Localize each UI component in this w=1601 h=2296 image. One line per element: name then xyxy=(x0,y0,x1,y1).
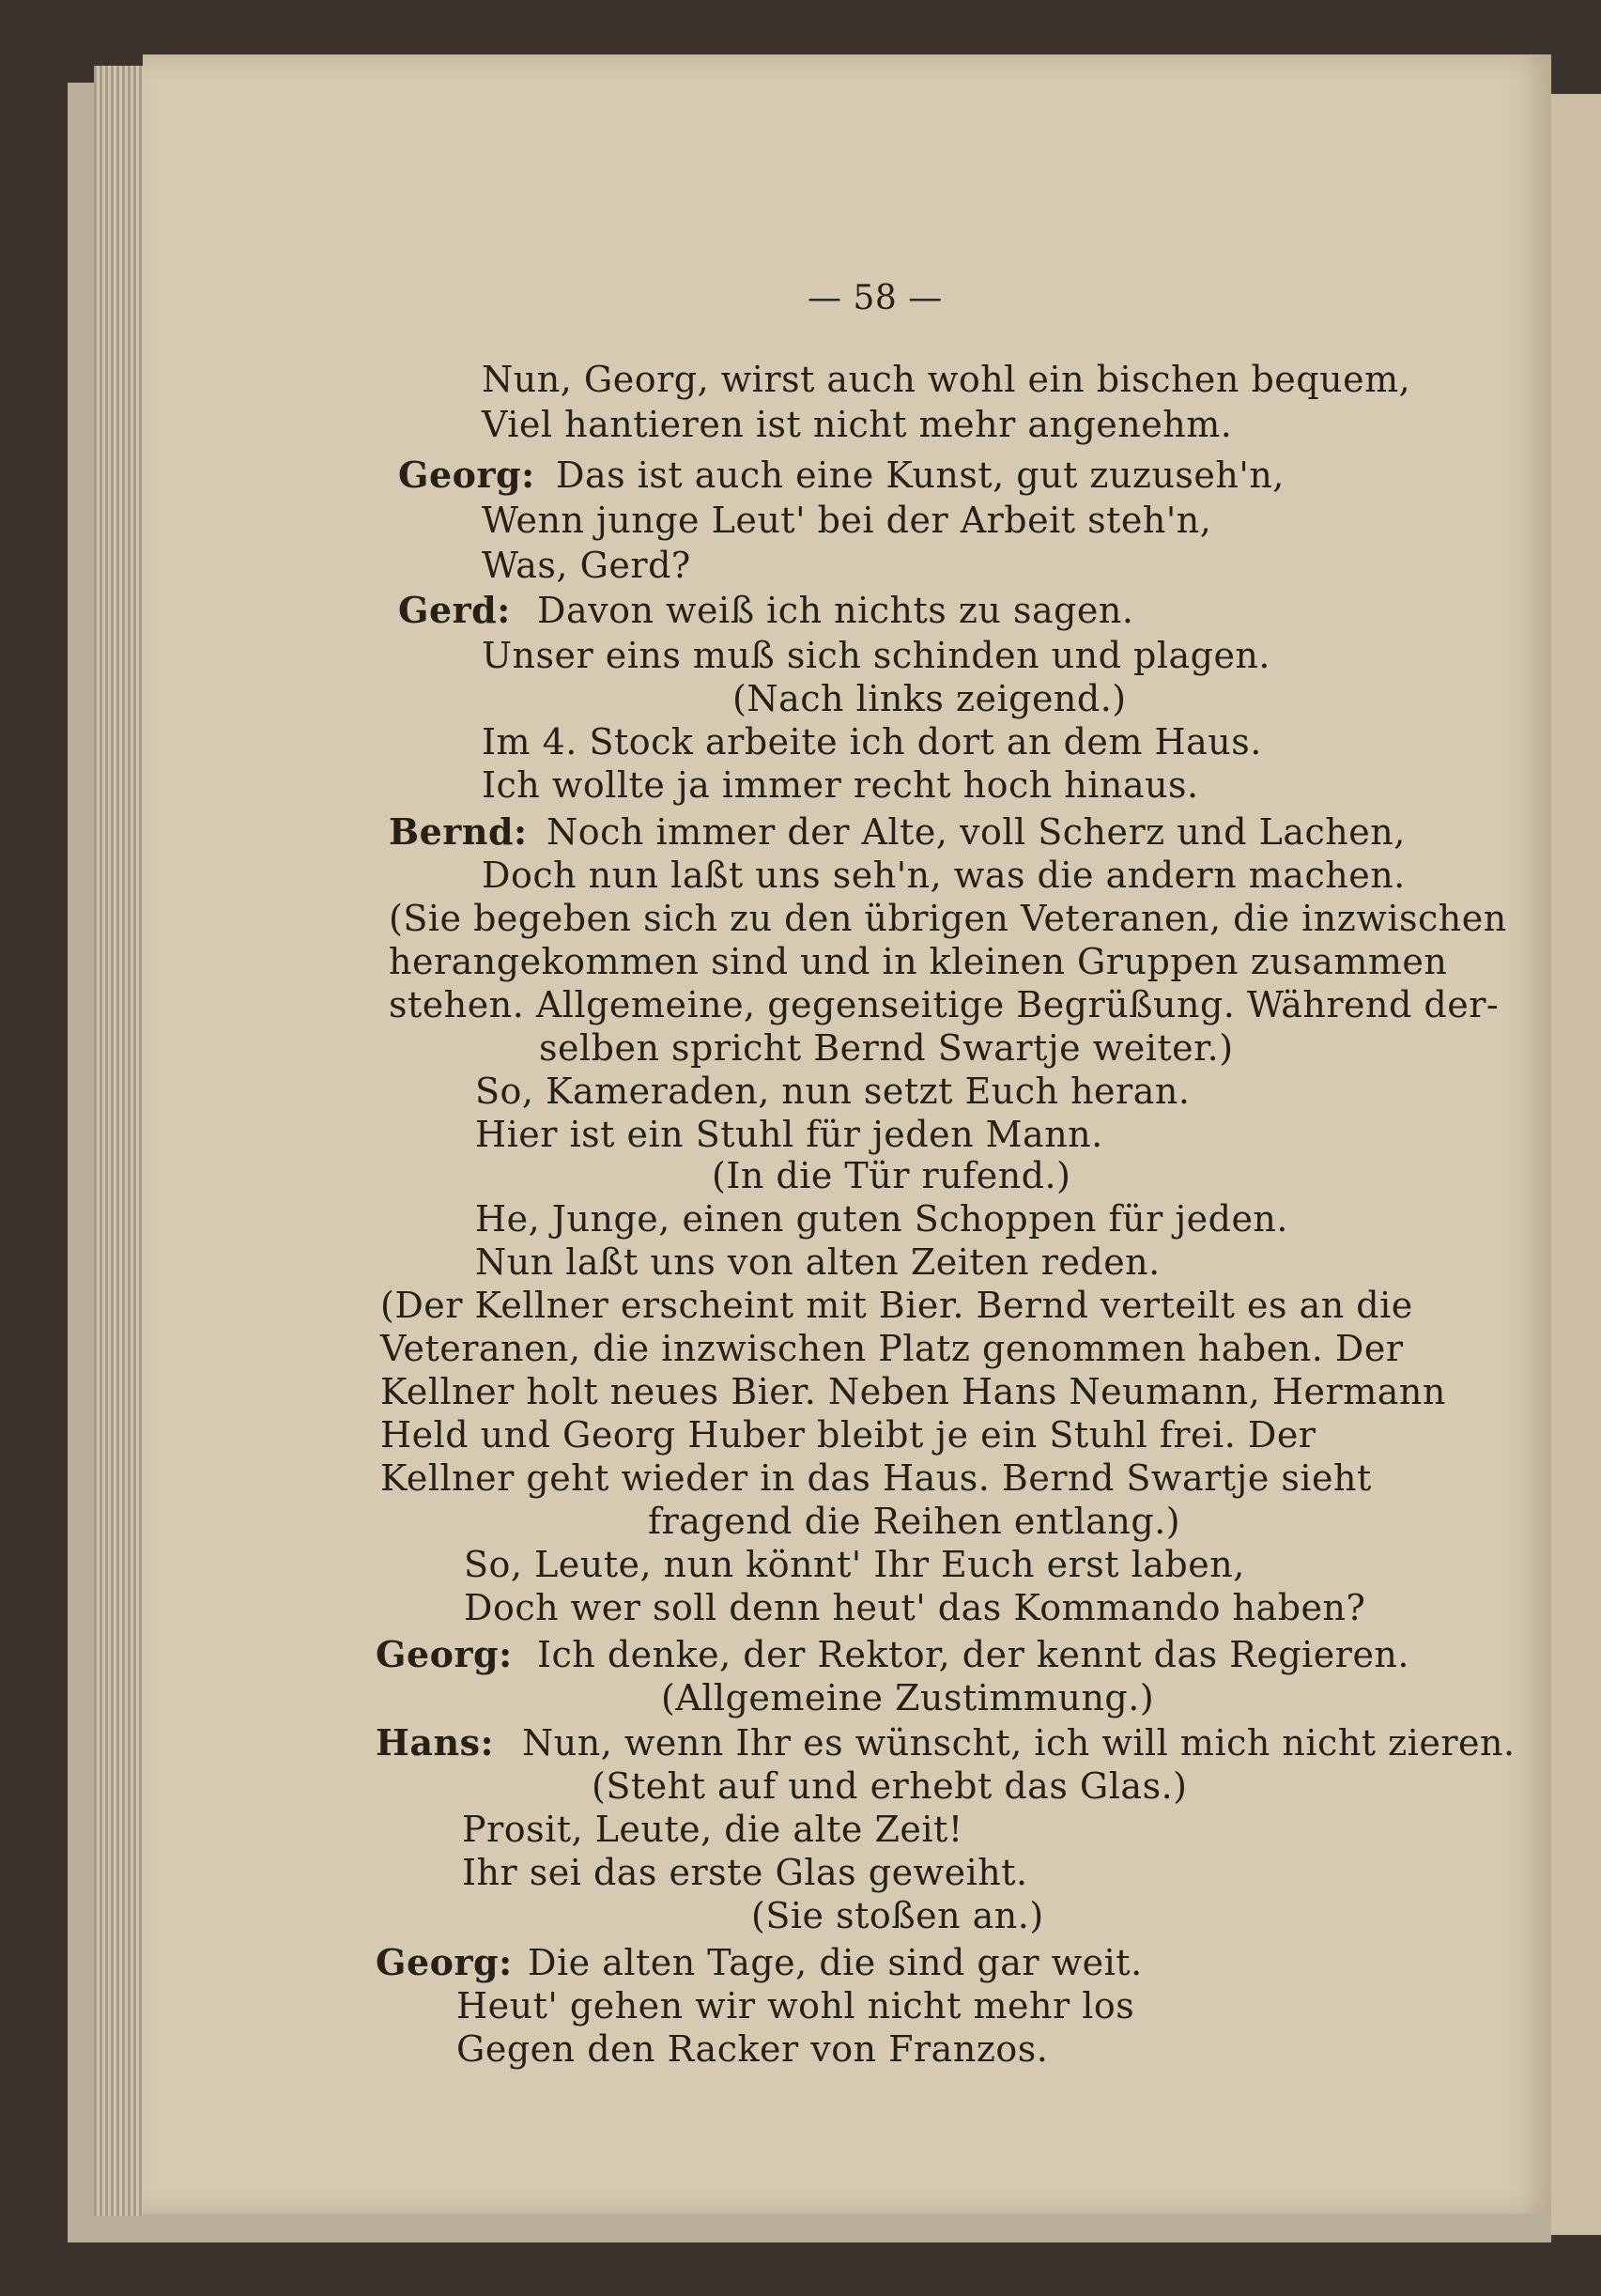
stage-direction: herangekommen sind und in kleinen Gruppen zusammen xyxy=(389,941,1448,982)
stage-direction: fragend die Reihen entlang.) xyxy=(648,1501,1181,1542)
stage-direction: (Sie stoßen an.) xyxy=(751,1895,1044,1936)
text-line: Ich wollte ja immer recht hoch hinaus. xyxy=(482,764,1199,806)
page-number: — 58 — xyxy=(808,279,943,317)
text-line: Noch immer der Alte, voll Scherz und Lachen, xyxy=(546,811,1406,853)
speaker-label: Georg: xyxy=(376,1941,513,1983)
stage-direction: (Allgemeine Zustimmung.) xyxy=(661,1677,1155,1718)
text-line: Viel hantieren ist nicht mehr angenehm. xyxy=(482,404,1233,445)
stage-direction: Kellner geht wieder in das Haus. Bernd Swartje sieht xyxy=(380,1457,1372,1499)
speaker-label: Georg: xyxy=(398,454,535,496)
speaker-label: Hans: xyxy=(376,1721,495,1764)
text-line: He, Junge, einen guten Schoppen für jeden. xyxy=(475,1198,1288,1240)
stage-direction: (Sie begeben sich zu den übrigen Veteranen, die inzwischen xyxy=(389,898,1507,939)
text-line: Ihr sei das erste Glas geweiht. xyxy=(462,1852,1028,1893)
text-line: Ich denke, der Rektor, der kennt das Regieren. xyxy=(537,1634,1409,1675)
stage-direction: Held und Georg Huber bleibt je ein Stuhl frei. Der xyxy=(380,1414,1316,1456)
stage-direction: Veteranen, die inzwischen Platz genommen haben. Der xyxy=(380,1328,1404,1369)
text-line: Gegen den Racker von Franzos. xyxy=(456,2028,1049,2070)
text-line: Nun, wenn Ihr es wünscht, ich will mich nicht zieren. xyxy=(522,1722,1516,1764)
text-line: Die alten Tage, die sind gar weit. xyxy=(528,1942,1143,1983)
stage-direction: (Steht auf und erhebt das Glas.) xyxy=(592,1765,1188,1807)
speaker-label: Gerd: xyxy=(398,589,511,631)
text-line: Prosit, Leute, die alte Zeit! xyxy=(462,1809,963,1850)
speaker-label: Bernd: xyxy=(389,810,528,853)
text-line: Im 4. Stock arbeite ich dort an dem Haus. xyxy=(482,721,1262,763)
text-line: Nun laßt uns von alten Zeiten reden. xyxy=(475,1241,1161,1283)
text-line: Was, Gerd? xyxy=(482,545,691,586)
text-line: Doch nun laßt uns seh'n, was die andern machen. xyxy=(482,855,1406,896)
text-line: So, Kameraden, nun setzt Euch heran. xyxy=(475,1071,1191,1112)
text-line: Heut' gehen wir wohl nicht mehr los xyxy=(456,1985,1135,2026)
text-line: Das ist auch eine Kunst, gut zuzuseh'n, xyxy=(556,455,1285,496)
stage-direction: (In die Tür rufend.) xyxy=(712,1155,1071,1196)
text-line: Unser eins muß sich schinden und plagen. xyxy=(482,635,1270,676)
text-line: Wenn junge Leut' bei der Arbeit steh'n, xyxy=(482,500,1212,541)
text-line: Davon weiß ich nichts zu sagen. xyxy=(537,590,1134,631)
text-line: So, Leute, nun könnt' Ihr Euch erst laben, xyxy=(464,1544,1245,1585)
stage-direction: stehen. Allgemeine, gegenseitige Begrüßung. Während der- xyxy=(389,984,1500,1025)
text-line: Doch wer soll denn heut' das Kommando haben? xyxy=(464,1587,1366,1628)
stage-direction: selben spricht Bernd Swartje weiter.) xyxy=(539,1027,1234,1069)
text-line: Hier ist ein Stuhl für jeden Mann. xyxy=(475,1114,1103,1155)
stage-direction: Kellner holt neues Bier. Neben Hans Neumann, Hermann xyxy=(380,1371,1446,1412)
text-line: Nun, Georg, wirst auch wohl ein bischen bequem, xyxy=(482,359,1411,400)
stage-direction: (Nach links zeigend.) xyxy=(732,678,1127,719)
speaker-label: Georg: xyxy=(376,1633,513,1675)
stage-direction: (Der Kellner erscheint mit Bier. Bernd verteilt es an die xyxy=(380,1285,1413,1326)
